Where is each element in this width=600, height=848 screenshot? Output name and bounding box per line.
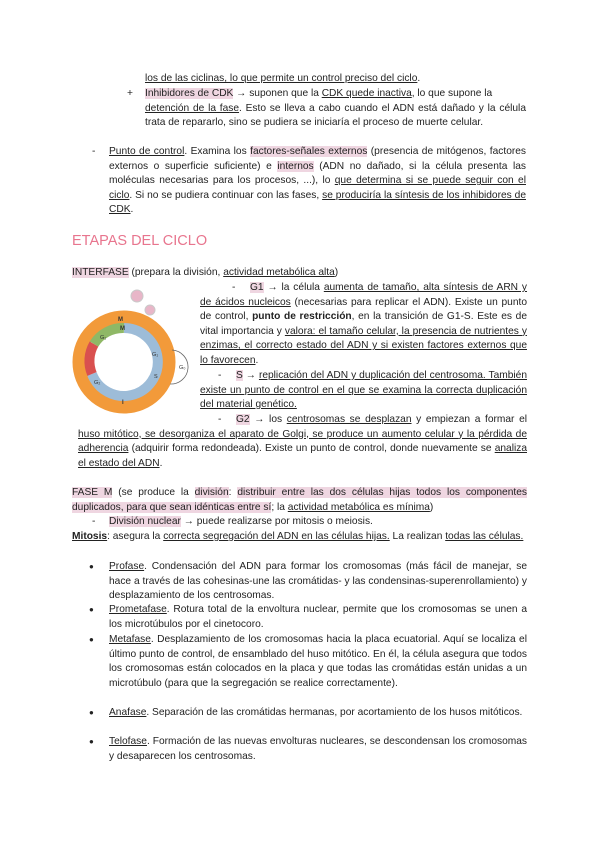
punto-control-item: Punto de control. Examina los factores-señales externos (presencia de mitógenos, factores externos o superficie suficiente) e internos (ADN no dañado, si la célula presenta las moléculas necesarias para los procesos, ...), lo que determina si se puede seguir con el ciclo. Si no se pudiera continuar con las fases, se produciría la síntesis de los inhibidores de CDK. [109, 146, 527, 216]
s-item: S → replicación del ADN y duplicación del centrosoma. También existe un punto de control en el que se examina la correcta duplicación del material genético. [200, 370, 528, 411]
list-item-profase: Profase. Condensación del ADN para formar los cromosomas (más fácil de manejar, se hace a través de las cohesinas-une las cromátidas- y las condensinas-superenrollamiento) y desplazamiento de los centrosomas. [109, 561, 527, 602]
label-i: I [122, 400, 124, 406]
label-s: S [154, 374, 158, 380]
interfase-line: INTERFASE (prepara la división, actividad metabólica alta) [72, 267, 339, 278]
section-heading: ETAPAS DEL CICLO [72, 233, 208, 249]
inhibidores-item: Inhibidores de CDK → suponen que la CDK quede inactiva, lo que supone la detención de la fase. Esto se lleva a cabo cuando el ADN está dañado y la célula trata de repararlo, sino se pudiera se iniciaría el proceso de muerte celular. [145, 88, 526, 129]
g2-label: G2 [236, 414, 250, 425]
list-item-prometafase: Prometafase. Rotura total de la envoltura nuclear, permite que los cromosomas se unen a los microtúbulos por el cinetocoro. [109, 604, 527, 630]
g2-dash: - [218, 414, 222, 425]
cell-1-icon [131, 290, 143, 302]
telofase-label: Telofase [109, 736, 147, 747]
division-nuclear-label: División nuclear [109, 516, 181, 527]
inhibidores-label: Inhibidores de CDK [145, 88, 234, 99]
s-dash: - [218, 370, 222, 381]
s-label: S [236, 370, 243, 381]
g1-item: G1 → la célula aumenta de tamaño, alta síntesis de ARN y de ácidos nucleicos (necesarias para replicar el ADN). Existe un punto de control, punto de restricción, en la transición de G1-S. Este es de vital importancia y valora: el tamaño celular, la presencia de nutrientes y enzimas, el correcto estado del ADN y si existen factores externos que lo favorecen. [200, 282, 528, 366]
list-item-metafase: Metafase. Desplazamiento de los cromosomas hacia la placa ecuatorial. Aquí se localiza el último punto de control, de ensamblado del huso mitótico. En él, la célula asegura que todos los cromosomas están colocados en la placa y que todas las cromátidas están unidas a un microtúbulo (para que la segregación se realice correctamente). [109, 634, 527, 689]
label-m-inner: M [120, 326, 125, 332]
metafase-label: Metafase [109, 634, 151, 645]
g1-dash: - [232, 282, 236, 293]
fasem-paragraph: FASE M (se produce la división: distribuir entre las dos células hijas todos los componentes duplicados, para que sean idénticas entre sí; la actividad metabólica es mínima) [72, 487, 527, 513]
division-dash: - [92, 516, 96, 527]
bullet-prometafase: ● [89, 605, 94, 614]
bullet-anafase: ● [89, 708, 94, 717]
g2-item: G2 → los centrosomas se desplazan y empiezan a formar el huso mitótico, se desorganiza el aparato de Golgi, se produce un aumento celular y la pérdida de adherencia (adquirir forma redondeada). Existe un punto de control, donde nuevamente se analiza el estado del ADN. [78, 414, 528, 469]
profase-label: Profase [109, 561, 145, 572]
label-m-outer: M [118, 317, 123, 323]
cycle-inner-red [89, 344, 94, 374]
fasem-label: FASE M [72, 487, 113, 498]
mitosis-paragraph: Mitosis: asegura la correcta segregación del ADN en las células hijas. La realizan todas las células. [72, 531, 524, 542]
list-item-anafase: Anafase. Separación de las cromátidas hermanas, por acortamiento de los husos mitóticos. [109, 707, 523, 718]
division-nuclear-item: División nuclear → puede realizarse por mitosis o meiosis. [109, 516, 373, 527]
dash-marker: - [92, 146, 96, 157]
punto-control-label: Punto de control [109, 146, 185, 157]
label-g1-right: G₁ [152, 352, 159, 358]
bullet-profase: ● [89, 562, 94, 571]
cell-2-icon [145, 305, 155, 315]
label-g1-left: G₁ [100, 335, 107, 341]
g1-label: G1 [250, 282, 264, 293]
list-item-telofase: Telofase. Formación de las nuevas envolturas nucleares, se descondensan los cromosomas y desaparecen los centrosomas. [109, 736, 527, 762]
plus-marker: + [127, 88, 133, 99]
ciclinas-text: los de las ciclinas, lo que permite un control preciso del ciclo [145, 73, 418, 84]
mitosis-label: Mitosis [72, 531, 108, 542]
bullet-metafase: ● [89, 635, 94, 644]
label-g2: G₂ [94, 380, 101, 386]
interfase-label: INTERFASE [72, 267, 129, 278]
anafase-label: Anafase [109, 707, 147, 718]
top-line-1: los de las ciclinas, lo que permite un control preciso del ciclo. [145, 73, 421, 84]
bullet-telofase: ● [89, 737, 94, 746]
prometafase-label: Prometafase [109, 604, 167, 615]
label-g0: G₀ [179, 365, 186, 371]
cycle-center [96, 334, 152, 390]
cell-cycle-diagram [64, 284, 200, 416]
